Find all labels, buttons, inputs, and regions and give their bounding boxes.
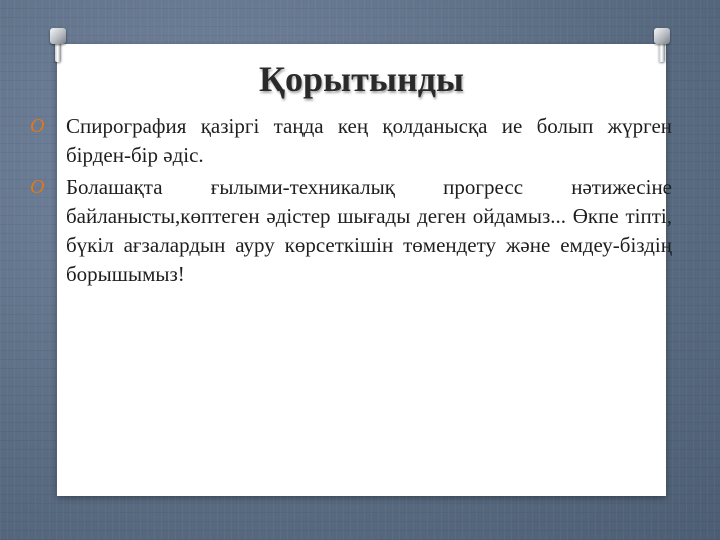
pushpin-icon (651, 28, 673, 62)
list-item (30, 112, 672, 170)
bullet-list (30, 112, 672, 292)
bullet-marker-icon: O (30, 115, 45, 137)
pushpin-icon (47, 28, 69, 62)
list-item (30, 173, 672, 289)
bullet-text: Болашақта ғылыми-техникалық прогресс нәтижесіне байланысты,көптеген әдістер шығады деген ойдамыз... Өкпе тіпті, бүкіл ағзалардын ауру көрсеткішін төмендету және емдеу-біздің борышымыз! (66, 175, 672, 286)
slide-title: Қорытынды (258, 59, 465, 99)
bullet-marker-icon: O (30, 176, 45, 198)
bullet-text: Спирография қазіргі таңда кең қолданысқа ие болып жүрген бірден-бір әдіс. (66, 114, 672, 167)
